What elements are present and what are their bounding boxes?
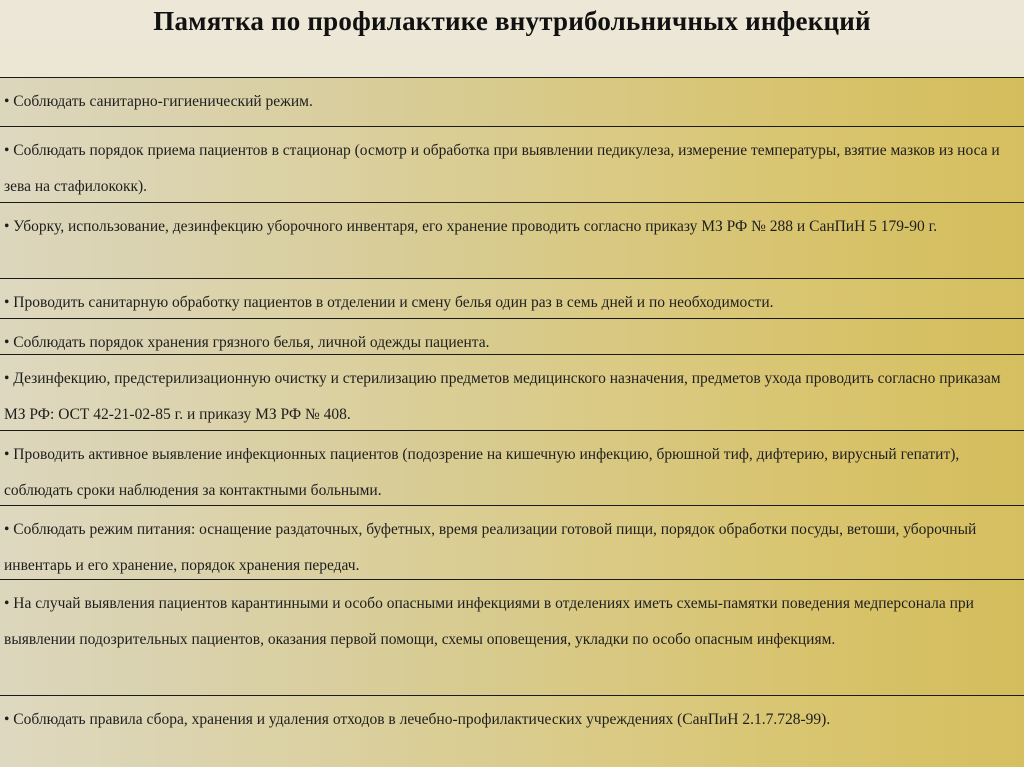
table-row xyxy=(0,505,1024,579)
row-text: • Соблюдать санитарно-гигиенический режим. xyxy=(4,93,313,110)
row-text: • Проводить активное выявление инфекционных пациентов (подозрение на кишечную инфекцию, брюшной тиф, дифтерию, вирусный гепатит), соблюдать сроки наблюдения за контактными больными. xyxy=(4,446,960,499)
row-text: • Проводить санитарную обработку пациентов в отделении и смену белья один раз в семь дней и по необходимости. xyxy=(4,294,774,311)
table-row xyxy=(0,318,1024,354)
guidelines-table xyxy=(0,77,1024,767)
row-text: • Соблюдать порядок хранения грязного белья, личной одежды пациента. xyxy=(4,334,490,351)
table-row xyxy=(0,202,1024,278)
table-row xyxy=(0,278,1024,318)
page-title: Памятка по профилактике внутрибольничных инфекций xyxy=(153,6,871,36)
row-text: • Соблюдать правила сбора, хранения и удаления отходов в лечебно-профилактических учреждениях (СанПиН 2.1.7.728-99). xyxy=(4,711,831,728)
table-row xyxy=(0,430,1024,505)
row-text: • На случай выявления пациентов карантинными и особо опасными инфекциями в отделениях иметь схемы-памятки поведения медперсонала при выявлении подозрительных пациентов, оказания первой помощи, схемы оповещения, укладки по особо опасным инфекциям. xyxy=(4,595,974,648)
row-text: • Соблюдать режим питания: оснащение раздаточных, буфетных, время реализации готовой пищи, порядок обработки посуды, ветоши, уборочный инвентарь и его хранение, порядок хранения передач. xyxy=(4,521,977,574)
row-text: • Соблюдать порядок приема пациентов в стационар (осмотр и обработка при выявлении педикулеза, измерение температуры, взятие мазков из носа и зева на стафилококк). xyxy=(4,142,1000,195)
row-text: • Уборку, использование, дезинфекцию уборочного инвентаря, его хранение проводить согласно приказу МЗ РФ № 288 и СанПиН 5 179-90 г. xyxy=(4,218,938,235)
table-row xyxy=(0,354,1024,430)
row-text: • Дезинфекцию, предстерилизационную очистку и стерилизацию предметов медицинского назначения, предметов ухода проводить согласно приказам МЗ РФ: ОСТ 42-21-02-85 г. и приказу МЗ РФ № 408. xyxy=(4,370,1001,423)
table-row xyxy=(0,126,1024,202)
table-row xyxy=(0,579,1024,695)
table-row xyxy=(0,77,1024,126)
table-row xyxy=(0,695,1024,767)
